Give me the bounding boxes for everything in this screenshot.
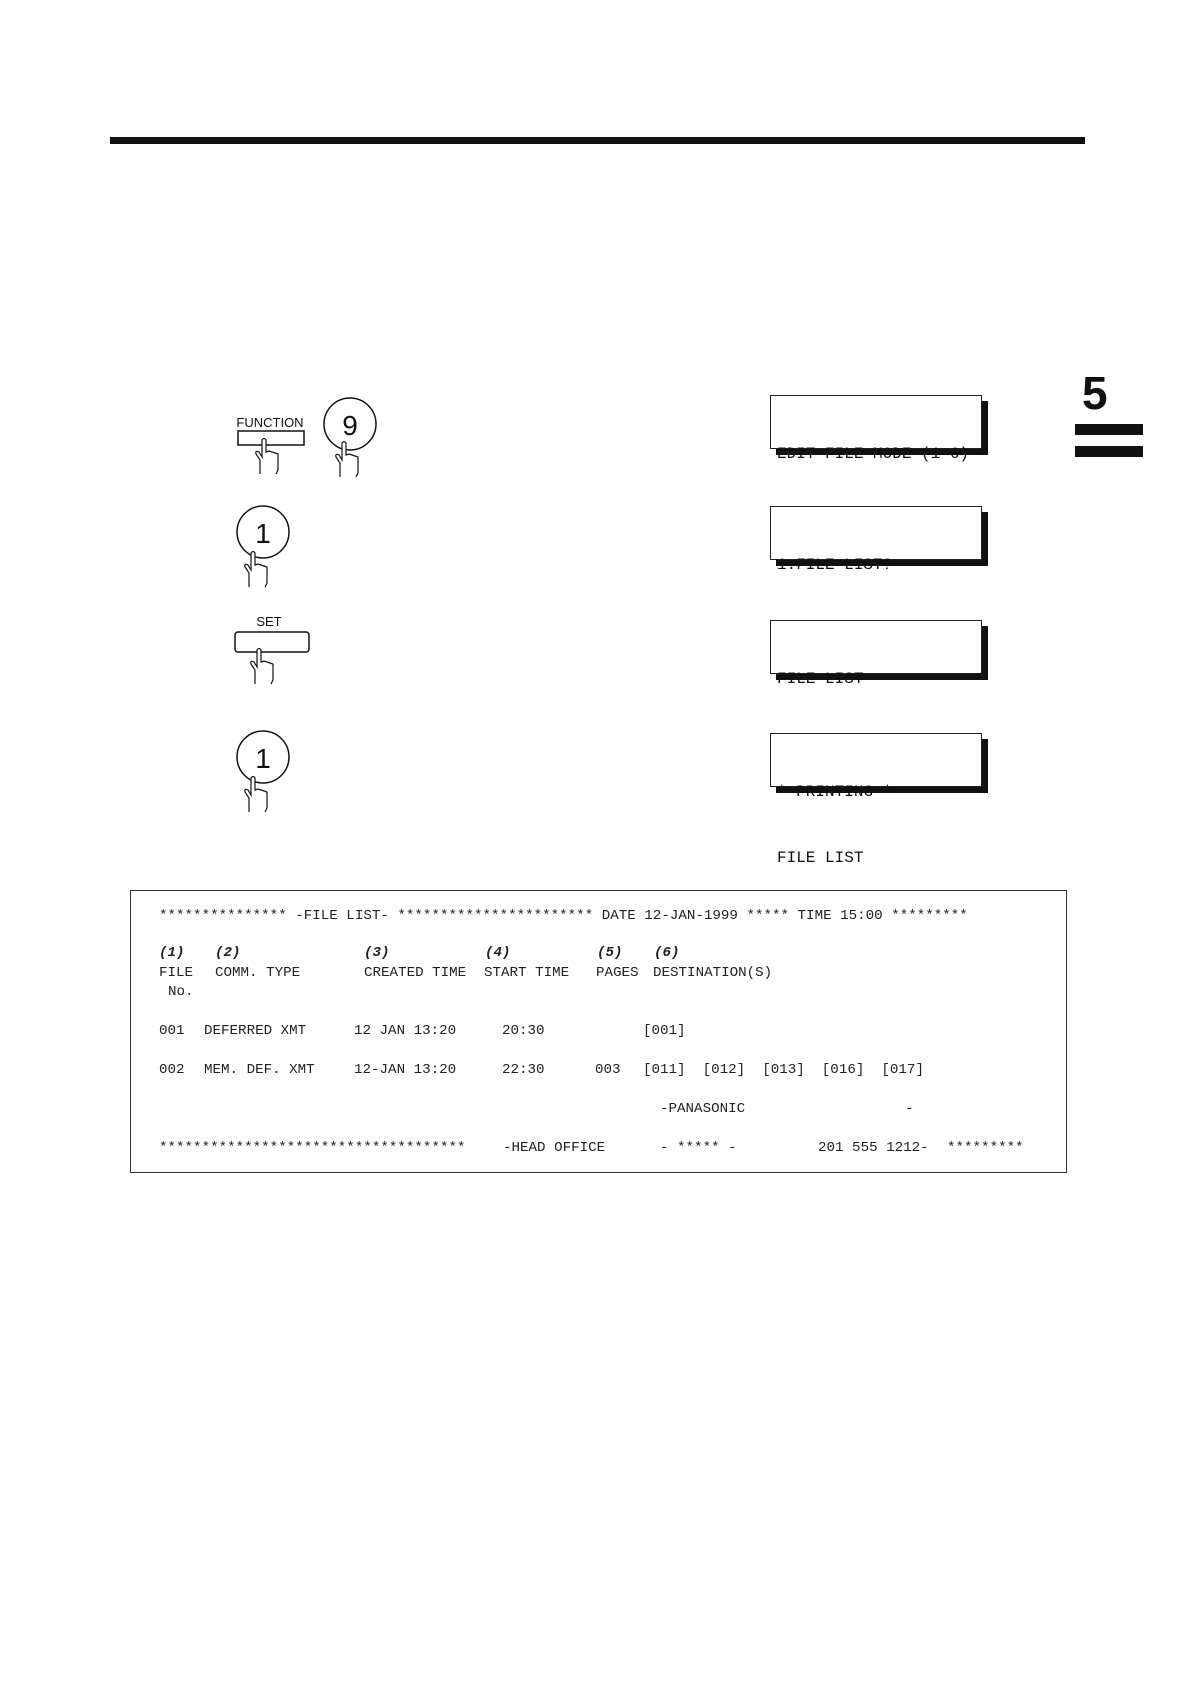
footer-mid: - ***** - [660,1140,737,1156]
lcd-line: FILE LIST [777,849,864,867]
column-header: DESTINATION(S) [653,965,773,981]
chapter-bar [1075,446,1143,457]
column-header: PAGES [596,965,639,981]
column-header: START TIME [484,965,570,981]
column-number: (4) [485,945,511,961]
lcd-line: FILE LIST [777,670,864,688]
digit-key-label: 1 [255,743,271,774]
footer-phone: 201 555 1212- [818,1140,929,1156]
table-row-file: 001 [159,1023,185,1039]
footer-office: -HEAD OFFICE [503,1140,606,1156]
table-row-created: 12 JAN 13:20 [354,1023,457,1039]
function-key-label: FUNCTION [236,415,304,430]
table-row-created: 12-JAN 13:20 [354,1062,457,1078]
station-name: -PANASONIC [660,1101,746,1117]
column-header: CREATED TIME [364,965,467,981]
lcd-display [770,733,982,867]
column-number: (1) [159,945,185,961]
footer-end: ********* [947,1140,1024,1156]
lcd-line: EDIT FILE MODE (1-6) [777,445,970,463]
column-number: (6) [654,945,680,961]
table-row-destinations: [011] [012] [013] [016] [017] [643,1062,924,1078]
digit-key-icon[interactable] [233,730,297,820]
lcd-display [770,620,982,688]
set-key-label: SET [256,614,282,629]
station-name-dash: - [905,1101,914,1117]
chapter-bar [1075,424,1143,435]
digit-key-label: 1 [255,518,271,549]
digit-key-icon[interactable] [318,397,382,487]
file-list-report [130,890,1067,1173]
column-number: (5) [597,945,623,961]
table-row-start: 20:30 [502,1023,545,1039]
top-rule [110,137,1085,144]
table-row-comm-type: MEM. DEF. XMT [204,1062,315,1078]
function-key-icon[interactable] [228,412,308,487]
table-row-destinations: [001] [643,1023,686,1039]
table-row-pages: 003 [595,1062,621,1078]
report-header: *************** -FILE LIST- *********************** DATE 12-JAN-1999 ***** TIME 15:00 ********* [159,908,968,924]
table-row-comm-type: DEFERRED XMT [204,1023,307,1039]
column-number: (3) [364,945,390,961]
column-header-sub: No. [168,984,194,1000]
lcd-line: 1:FILE LIST? [777,556,893,574]
set-key-icon[interactable] [233,612,313,689]
chapter-number: 5 [1082,367,1108,419]
lcd-display [770,506,982,574]
digit-key-icon[interactable] [233,505,297,595]
digit-key-label: 9 [342,410,358,441]
column-number: (2) [215,945,241,961]
table-row-start: 22:30 [502,1062,545,1078]
lcd-display [770,395,982,463]
column-header: FILE [159,965,194,981]
footer-stars: ************************************ [159,1140,466,1156]
lcd-line: * PRINTING * [777,783,893,801]
table-row-file: 002 [159,1062,185,1078]
column-header: COMM. TYPE [215,965,301,981]
